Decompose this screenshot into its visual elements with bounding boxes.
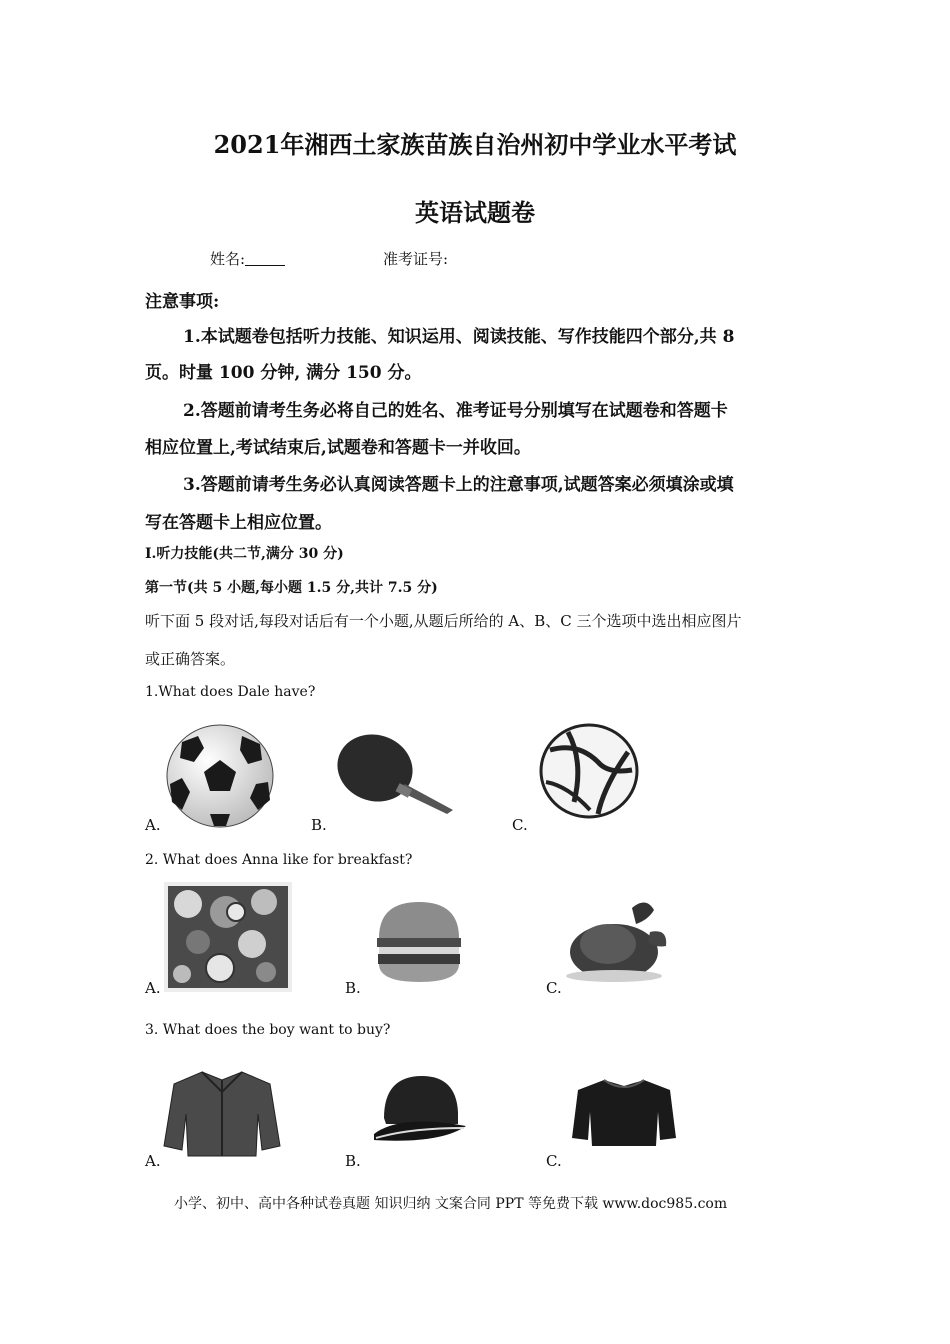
notice-item-1-line2: 页。时量 100 分钟, 满分 150 分。: [145, 363, 422, 383]
name-blank: [245, 251, 285, 266]
page-title: 2021年湘西土家族苗族自治州初中学业水平考试: [213, 130, 737, 159]
soccer-ball-icon: [164, 722, 276, 830]
page-subtitle: 英语试题卷: [415, 198, 535, 227]
hamburger-icon: [373, 898, 465, 986]
question-2: 2. What does Anna like for breakfast?: [145, 852, 413, 868]
cap-icon: [370, 1072, 470, 1146]
q2-option-a-label: A.: [145, 979, 161, 997]
q3-option-a-label: A.: [145, 1152, 161, 1170]
q2-option-b-label: B.: [345, 979, 361, 997]
notice-item-3-line1: 3.答题前请考生务必认真阅读答题卡上的注意事项,试题答案必须填涂或填: [183, 475, 734, 495]
name-field: [210, 248, 285, 269]
q2-option-c-label: C.: [546, 979, 562, 997]
instruction-line2: 或正确答案。: [145, 650, 236, 668]
notice-item-2-line2: 相应位置上,考试结束后,试题卷和答题卡一并收回。: [145, 438, 531, 458]
notice-heading: 注意事项:: [145, 292, 220, 312]
q3-option-b-label: B.: [345, 1152, 361, 1170]
question-1: 1.What does Dale have?: [145, 684, 316, 700]
sweater-icon: [570, 1076, 678, 1148]
q1-option-c-label: C.: [512, 816, 528, 834]
instruction-line1: 听下面 5 段对话,每段对话后有一个小题,从题后所给的 A、B、C 三个选项中选出相应图片: [145, 612, 742, 630]
name-label: 姓名:: [210, 250, 246, 268]
part-heading: 第一节(共 5 小题,每小题 1.5 分,共计 7.5 分): [145, 580, 438, 596]
notice-item-3-line2: 写在答题卡上相应位置。: [145, 513, 332, 533]
fruit-icon: [164, 882, 292, 992]
notice-item-1-line1: 1.本试题卷包括听力技能、知识运用、阅读技能、写作技能四个部分,共 8: [183, 327, 735, 347]
section-heading: I.听力技能(共二节,满分 30 分): [145, 546, 344, 562]
page-footer: 小学、初中、高中各种试卷真题 知识归纳 文案合同 PPT 等免费下载 www.doc985.com: [174, 1196, 728, 1212]
q1-option-a-label: A.: [145, 816, 161, 834]
volleyball-icon: [538, 722, 640, 820]
ping-pong-paddle-icon: [335, 732, 463, 822]
q1-option-b-label: B.: [311, 816, 327, 834]
q3-option-c-label: C.: [546, 1152, 562, 1170]
jacket-icon: [162, 1068, 282, 1158]
roast-chicken-icon: [562, 888, 674, 986]
id-label: 准考证号:: [383, 250, 449, 268]
notice-item-2-line1: 2.答题前请考生务必将自己的姓名、准考证号分别填写在试题卷和答题卡: [183, 401, 728, 421]
question-3: 3. What does the boy want to buy?: [145, 1022, 391, 1038]
